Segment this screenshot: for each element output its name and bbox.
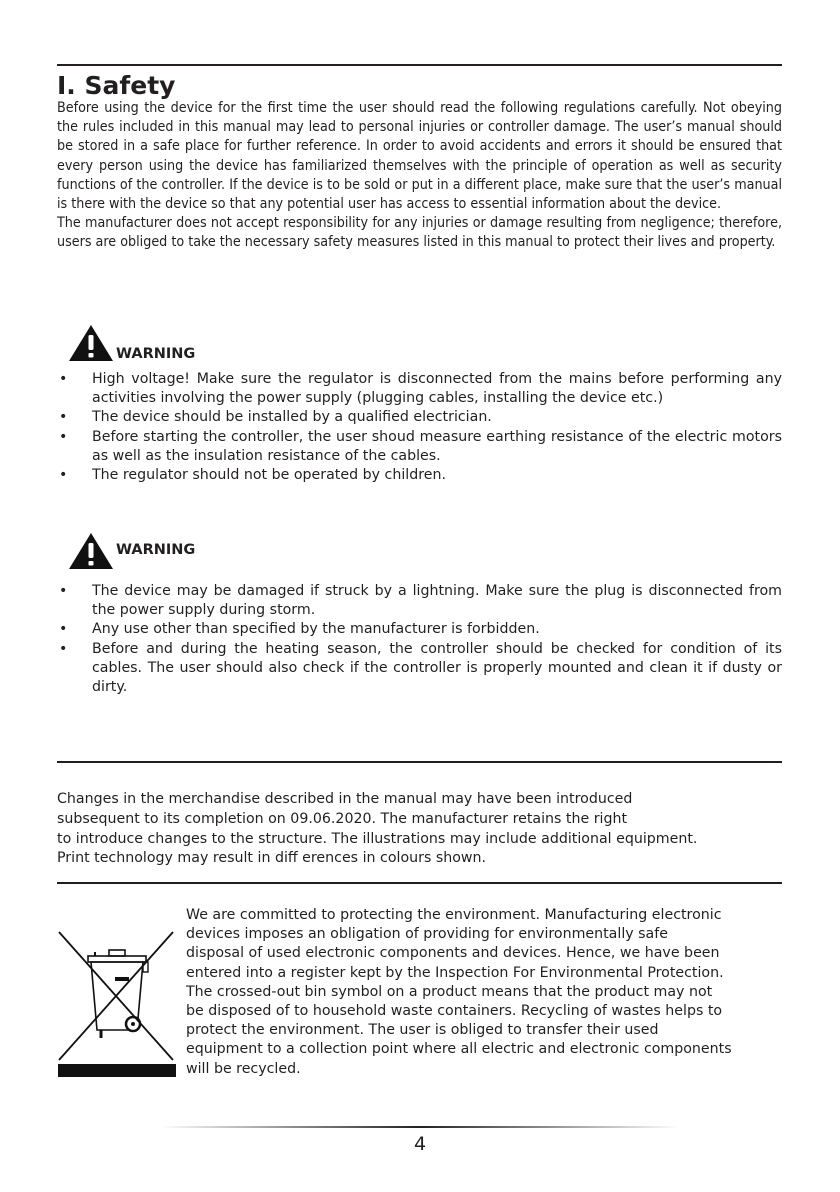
intro-text (57, 99, 782, 253)
warning-list (57, 582, 782, 697)
footer-divider (160, 1126, 680, 1128)
list-item (57, 408, 782, 427)
environment-text (186, 906, 786, 1079)
list-item (57, 582, 782, 620)
list-item-text: The device may be damaged if struck by a lightning. Make sure the plug is disconnected from the power supply during storm. (92, 583, 782, 619)
bullet: • (59, 428, 68, 445)
list-item (57, 640, 782, 698)
list-item-text: High voltage! Make sure the regulator is disconnected from the mains before performing any activities involving the power supply (plugging cables, installing the device etc.) (92, 371, 782, 407)
list-item-text: The device should be installed by a qualified electrician. (92, 409, 492, 426)
list-item-text: Before and during the heating season, the controller should be checked for condition of its cables. The user should also check if the controller is properly mounted and clean it if dusty or dirty. (92, 640, 782, 696)
warning-label: WARNING (116, 542, 196, 558)
list-item (57, 370, 782, 408)
warning-heading (68, 530, 195, 570)
warning-heading (68, 322, 195, 362)
env-line: disposal of used electronic components and devices. Hence, we have been (186, 945, 720, 962)
env-line: be disposed of to household waste containers. Recycling of wastes helps to (186, 1003, 723, 1020)
env-line: entered into a register kept by the Inspection For Environmental Protection. (186, 964, 724, 981)
bullet: • (59, 409, 68, 426)
bullet: • (59, 621, 68, 638)
env-line: equipment to a collection point where all electric and electronic components (186, 1041, 732, 1058)
warning-label: WARNING (116, 346, 196, 362)
warning-list (57, 370, 782, 485)
intro-paragraph: The manufacturer does not accept responsibility for any injuries or damage resulting from negligence; therefore, users are obliged to take the necessary safety measures listed in this manual to protect their lives and property. (57, 215, 782, 251)
section-divider (57, 761, 782, 763)
notice-line: subsequent to its completion on 09.06.2020. The manufacturer retains the right (57, 810, 628, 827)
env-line: will be recycled. (186, 1060, 301, 1077)
warning-triangle-icon (68, 324, 114, 362)
crossed-out-bin-icon (57, 922, 177, 1082)
bullet: • (59, 583, 68, 599)
list-item (57, 620, 782, 639)
notice-line: Changes in the merchandise described in the manual may have been introduced (57, 791, 633, 807)
bullet: • (59, 371, 68, 387)
intro-paragraph: Before using the device for the first time the user should read the following regulations carefully. Not obeying the rules included in this manual may lead to personal injuries or controller damage. The user’s manual should be stored in a safe place for further reference. In order to avoid accidents and errors it should be ensured that every person using the device has familiarized themselves with the principle of operation as well as security functions of the controller. If the device is to be sold or put in a different place, make sure that the user’s manual is there with the device so that any potential user has access to essential information about the device. (57, 100, 782, 213)
env-line: protect the environment. The user is obliged to transfer their used (186, 1022, 659, 1039)
list-item-text: Any use other than specified by the manufacturer is forbidden. (92, 621, 540, 638)
env-line: We are committed to protecting the environment. Manufacturing electronic (186, 907, 722, 923)
warning-triangle-icon (68, 532, 114, 570)
page-number: 4 (413, 1133, 427, 1155)
top-divider (57, 64, 782, 66)
env-line: The crossed-out bin symbol on a product means that the product may not (186, 983, 713, 1000)
bullet: • (59, 640, 68, 657)
list-item (57, 466, 782, 485)
section-divider (57, 882, 782, 884)
list-item-text: Before starting the controller, the user shoud measure earthing resistance of the electric motors as well as the insulation resistance of the cables. (92, 428, 782, 464)
notice-line: Print technology may result in diff erences in colours shown. (57, 850, 487, 867)
section-title: I. Safety (57, 71, 176, 100)
list-item-text: The regulator should not be operated by children. (92, 467, 446, 484)
changes-notice (57, 790, 797, 869)
notice-line: to introduce changes to the structure. The illustrations may include additional equipment. (57, 830, 698, 847)
env-line: devices imposes an obligation of providing for environmentally safe (186, 926, 668, 943)
bullet: • (59, 467, 68, 484)
list-item (57, 428, 782, 466)
